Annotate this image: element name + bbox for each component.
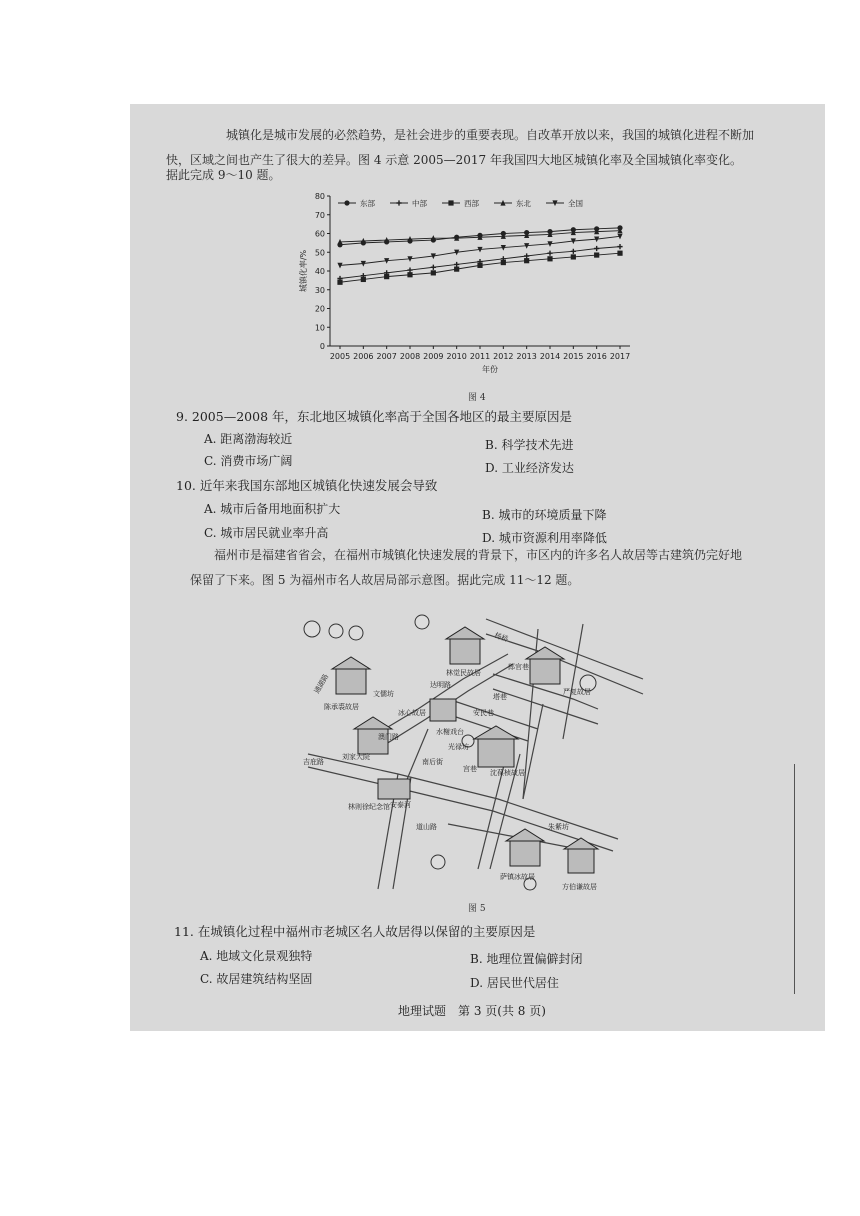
question-9-option-d[interactable]: D. 工业经济发达 — [485, 461, 574, 475]
data-point — [501, 260, 506, 265]
y-tick-label: 50 — [314, 248, 325, 258]
question-10-stem: 10. 近年来我国东部地区城镇化快速发展会导致 — [176, 478, 438, 493]
y-tick-label: 40 — [314, 267, 325, 276]
data-point — [407, 267, 412, 272]
x-tick-label: 2017 — [609, 352, 631, 361]
data-point — [337, 280, 342, 285]
data-point — [361, 277, 366, 282]
map-label: 沈葆桢故居 — [490, 769, 525, 777]
data-point — [431, 270, 436, 275]
x-tick-label: 2014 — [539, 352, 561, 361]
map-label: 道山路 — [416, 823, 437, 831]
data-point — [454, 267, 459, 272]
map-label: 林觉民故居 — [446, 669, 481, 677]
map-label: 宫巷 — [463, 765, 477, 773]
data-point — [524, 253, 529, 258]
x-tick-label: 2013 — [516, 352, 537, 361]
x-axis-label: 年份 — [482, 365, 498, 374]
data-point — [547, 251, 552, 256]
legend-marker — [396, 200, 401, 205]
y-tick-label: 70 — [314, 210, 325, 220]
figure-4-caption: 图 4 — [468, 393, 486, 403]
question-11-option-d[interactable]: D. 居民世代居住 — [470, 976, 559, 990]
map-label: 朱紫坊 — [548, 823, 569, 831]
map-label: 通湖路 — [312, 672, 331, 695]
data-point — [571, 249, 576, 254]
map-label: 严复故居 — [563, 688, 591, 696]
data-point — [477, 263, 482, 268]
legend-label: 全国 — [568, 199, 583, 208]
map-label: 方伯谦故居 — [562, 883, 597, 891]
question-11-option-a[interactable]: A. 地域文化景观独特 — [200, 949, 313, 963]
y-axis-label: 城镇化率/% — [299, 249, 308, 293]
question-10-option-c[interactable]: C. 城市居民就业率升高 — [204, 526, 329, 540]
map-label: 安泰河 — [390, 801, 411, 809]
data-point — [594, 252, 599, 257]
question-11-stem: 11. 在城镇化过程中福州市老城区名人故居得以保留的主要原因是 — [174, 924, 536, 939]
fuzhou-former-residences-map — [298, 599, 658, 894]
map-label: 陈承裘故居 — [324, 703, 359, 711]
x-tick-label: 2015 — [563, 352, 584, 361]
legend-label: 东北 — [516, 199, 531, 208]
question-9-option-a[interactable]: A. 距离渤海较近 — [204, 432, 293, 446]
map-label: 塔巷 — [493, 693, 507, 701]
y-tick-label: 10 — [314, 323, 325, 333]
x-tick-label: 2016 — [586, 352, 607, 361]
map-label: 安民巷 — [473, 709, 494, 717]
map-label: 郎官巷 — [508, 663, 529, 671]
question-11-option-b[interactable]: B. 地理位置偏僻封闭 — [470, 952, 583, 966]
legend-label: 中部 — [412, 199, 427, 208]
y-tick-label: 30 — [314, 285, 325, 295]
question-9-option-c[interactable]: C. 消费市场广阔 — [204, 454, 293, 468]
question-11-option-c[interactable]: C. 故居建筑结构坚固 — [200, 972, 313, 986]
data-point — [571, 254, 576, 259]
figure-5-caption: 图 5 — [468, 904, 486, 914]
intro2-paragraph-line-2: 保留了下来。图 5 为福州市名人故居局部示意图。据此完成 11～12 题。 — [190, 573, 580, 587]
x-tick-label: 2011 — [469, 352, 491, 361]
map-label: 刘家大院 — [342, 753, 370, 761]
map-label: 南后街 — [422, 758, 443, 766]
map-label: 杨桥 — [493, 631, 510, 644]
data-point — [454, 262, 459, 267]
data-point — [407, 272, 412, 277]
intro-paragraph-line-1: 城镇化是城市发展的必然趋势，是社会进步的重要表现。自改革开放以来，我国的城镇化进程不断加 — [226, 128, 755, 142]
question-10-option-d[interactable]: D. 城市资源利用率降低 — [482, 531, 607, 545]
y-tick-label: 60 — [314, 229, 325, 239]
map-label: 达明路 — [430, 681, 451, 689]
x-tick-label: 2006 — [353, 352, 374, 361]
data-point — [617, 251, 622, 256]
data-point — [547, 256, 552, 261]
data-point — [594, 246, 599, 251]
x-tick-label: 2009 — [423, 352, 444, 361]
x-tick-label: 2010 — [446, 352, 467, 361]
page-footer: 地理试题 第 3 页(共 8 页) — [398, 1004, 546, 1018]
intro-paragraph-line-3: 据此完成 9～10 题。 — [166, 168, 281, 182]
x-tick-label: 2008 — [399, 352, 421, 361]
map-label: 澳门路 — [378, 733, 399, 741]
urbanization-line-chart — [290, 188, 690, 378]
map-label: 林则徐纪念馆 — [348, 803, 390, 811]
intro-paragraph-line-2: 快，区域之间也产生了很大的差异。图 4 示意 2005—2017 年我国四大地区城镇化率及全国城镇化率变化。 — [166, 153, 742, 167]
data-point — [617, 244, 622, 249]
intro2-paragraph-line-1: 福州市是福建省省会，在福州市城镇化快速发展的背景下，市区内的许多名人故居等古建筑仍完好地 — [214, 548, 743, 562]
map-label: 吉庇路 — [303, 758, 324, 766]
x-tick-label: 2005 — [329, 352, 351, 361]
y-tick-label: 80 — [314, 192, 325, 201]
data-point — [384, 274, 389, 279]
exam-page-photo — [130, 104, 825, 1031]
map-label: 冰心故居 — [398, 709, 426, 717]
question-9-option-b[interactable]: B. 科学技术先进 — [485, 438, 574, 452]
legend-marker — [344, 200, 349, 205]
map-label: 萨镇冰故居 — [500, 873, 535, 881]
page-edge-line — [794, 764, 795, 994]
y-tick-label: 20 — [314, 304, 325, 314]
question-10-option-b[interactable]: B. 城市的环境质量下降 — [482, 508, 607, 522]
y-tick-label: 0 — [319, 342, 325, 351]
data-point — [524, 258, 529, 263]
question-9-stem: 9. 2005—2008 年，东北地区城镇化率高于全国各地区的最主要原因是 — [176, 409, 572, 424]
x-tick-label: 2012 — [493, 352, 514, 361]
legend-label: 西部 — [464, 199, 479, 208]
map-label: 文儒坊 — [373, 690, 394, 698]
legend-marker — [448, 200, 453, 205]
legend-label: 东部 — [360, 199, 375, 208]
map-label: 水榭戏台 — [436, 728, 464, 736]
x-tick-label: 2007 — [376, 352, 397, 361]
question-10-option-a[interactable]: A. 城市后备用地面积扩大 — [204, 502, 341, 516]
map-label: 光禄坊 — [448, 743, 469, 751]
data-point — [431, 265, 436, 270]
